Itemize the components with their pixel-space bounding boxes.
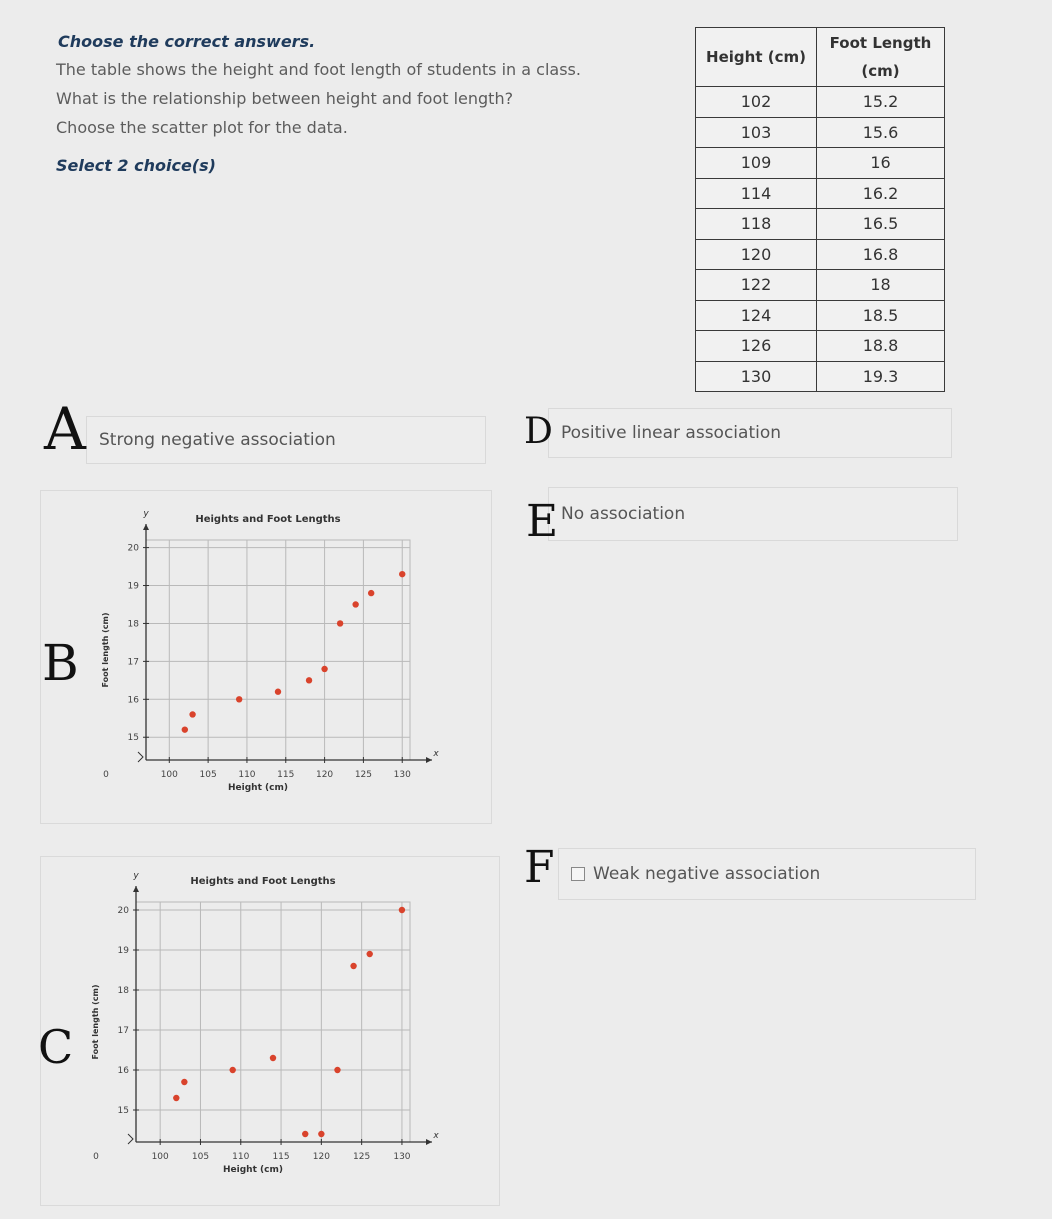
x-axis-arrow [426, 757, 432, 763]
choice-f-checkbox[interactable] [571, 867, 585, 881]
table-row [696, 87, 945, 118]
column-header-foot-length-line1: Foot Length [829, 34, 932, 52]
height-cell: 122 [696, 270, 817, 301]
x-tick-label: 100 [151, 1152, 169, 1162]
data-point [334, 1067, 340, 1073]
y-tick-label: 20 [117, 906, 129, 916]
height-cell: 126 [696, 331, 817, 362]
choice-positive-linear[interactable] [548, 408, 952, 458]
y-tick-label: 19 [127, 581, 139, 592]
x-tick-label: 105 [199, 770, 217, 780]
foot-length-cell: 18.8 [817, 331, 945, 362]
chart-title: Heights and Foot Lengths [195, 514, 341, 525]
height-cell: 102 [696, 87, 817, 118]
y-tick-label: 18 [127, 619, 139, 630]
handwritten-letter-e: E [526, 496, 559, 547]
data-point [236, 696, 242, 702]
choice-f-label: Weak negative association [593, 864, 821, 884]
x-axis-title: Height (cm) [228, 783, 288, 793]
column-header-height: Height (cm) [696, 28, 817, 87]
choice-weak-negative[interactable] [558, 848, 976, 900]
question-text-line1: The table shows the height and foot length of students in a class. [56, 60, 581, 79]
data-table [695, 27, 945, 392]
data-point [350, 963, 356, 969]
foot-length-cell: 16 [817, 148, 945, 179]
height-cell: 124 [696, 300, 817, 331]
data-point [367, 951, 373, 957]
origin-label: 0 [93, 1152, 99, 1162]
x-tick-label: 120 [315, 770, 334, 780]
data-point [352, 601, 358, 607]
x-tick-label: 120 [312, 1152, 330, 1162]
table-row [696, 300, 945, 331]
foot-length-cell: 15.6 [817, 117, 945, 148]
scatter-plot-b [40, 490, 492, 824]
foot-length-cell: 16.2 [817, 178, 945, 209]
data-point [173, 1095, 179, 1101]
y-tick-label: 16 [127, 695, 139, 706]
choice-a-label: Strong negative association [99, 430, 336, 450]
y-axis-symbol: y [133, 871, 139, 881]
y-tick-label: 16 [117, 1066, 129, 1076]
data-point [182, 726, 188, 732]
height-cell: 118 [696, 209, 817, 240]
y-tick-label: 20 [127, 543, 139, 554]
height-cell: 103 [696, 117, 817, 148]
question-heading: Choose the correct answers. [58, 32, 316, 51]
handwritten-letter-f: F [524, 842, 555, 893]
x-tick-label: 130 [393, 1152, 411, 1162]
foot-length-cell: 18 [817, 270, 945, 301]
x-tick-label: 130 [393, 770, 411, 780]
column-header-foot-length [817, 28, 945, 87]
data-point [230, 1067, 236, 1073]
x-tick-label: 115 [277, 770, 295, 780]
y-tick-label: 17 [117, 1026, 129, 1036]
choice-strong-negative[interactable] [86, 416, 486, 464]
y-tick-label: 15 [117, 1106, 129, 1116]
select-note: Select 2 choice(s) [56, 156, 216, 175]
plot-frame [136, 902, 410, 1142]
choice-no-association[interactable] [548, 487, 958, 541]
table-row [696, 361, 945, 392]
x-tick-label: 125 [354, 770, 373, 780]
axis-break-mark [138, 752, 143, 762]
x-tick-label: 115 [272, 1152, 290, 1162]
y-axis-title: Foot length (cm) [91, 984, 100, 1060]
data-point [318, 1131, 324, 1137]
table-row [696, 239, 945, 270]
origin-label: 0 [103, 770, 109, 780]
data-point [321, 666, 327, 672]
y-axis-title: Foot length (cm) [101, 612, 110, 688]
y-axis-arrow [143, 524, 149, 530]
choice-e-label: No association [561, 504, 686, 524]
y-tick-label: 17 [127, 657, 139, 668]
table-row [696, 117, 945, 148]
height-cell: 120 [696, 239, 817, 270]
y-axis-arrow [133, 886, 139, 892]
table-row [696, 331, 945, 362]
y-tick-label: 15 [127, 733, 139, 744]
x-axis-arrow [426, 1139, 432, 1145]
x-tick-label: 125 [353, 1152, 371, 1162]
data-point [270, 1055, 276, 1061]
y-axis-symbol: y [143, 509, 149, 519]
handwritten-letter-b: B [42, 634, 79, 692]
height-cell: 130 [696, 361, 817, 392]
scatter-plot-c [40, 856, 500, 1206]
handwritten-letter-c: C [38, 1020, 74, 1074]
data-point [399, 907, 405, 913]
axis-break-mark [128, 1134, 133, 1144]
height-cell: 114 [696, 178, 817, 209]
table-row [696, 209, 945, 240]
column-header-foot-length-line2: (cm) [861, 62, 900, 80]
foot-length-cell: 16.5 [817, 209, 945, 240]
data-point [368, 590, 374, 596]
x-axis-symbol: x [433, 749, 439, 759]
foot-length-cell: 19.3 [817, 361, 945, 392]
data-point [302, 1131, 308, 1137]
x-tick-label: 110 [232, 1152, 250, 1162]
handwritten-letter-d: D [524, 411, 553, 452]
height-cell: 109 [696, 148, 817, 179]
x-tick-label: 105 [191, 1152, 210, 1162]
data-point [337, 620, 343, 626]
data-point [399, 571, 405, 577]
table-row [696, 270, 945, 301]
table-row [696, 178, 945, 209]
x-tick-label: 100 [160, 770, 178, 780]
foot-length-cell: 15.2 [817, 87, 945, 118]
x-axis-title: Height (cm) [223, 1165, 283, 1175]
table-row [696, 148, 945, 179]
choice-d-label: Positive linear association [561, 423, 782, 443]
x-axis-symbol: x [433, 1131, 439, 1141]
data-point [275, 689, 281, 695]
data-point [189, 711, 195, 717]
question-text-line2: What is the relationship between height and foot length? [56, 89, 514, 108]
x-tick-label: 110 [238, 770, 256, 780]
foot-length-cell: 16.8 [817, 239, 945, 270]
foot-length-cell: 18.5 [817, 300, 945, 331]
question-text-line3: Choose the scatter plot for the data. [56, 118, 348, 137]
chart-title: Heights and Foot Lengths [190, 876, 336, 887]
table-header-row [696, 28, 945, 87]
handwritten-letter-a: A [44, 395, 86, 463]
data-point [306, 677, 312, 683]
data-point [181, 1079, 187, 1085]
y-tick-label: 19 [117, 946, 129, 956]
y-tick-label: 18 [117, 986, 129, 996]
